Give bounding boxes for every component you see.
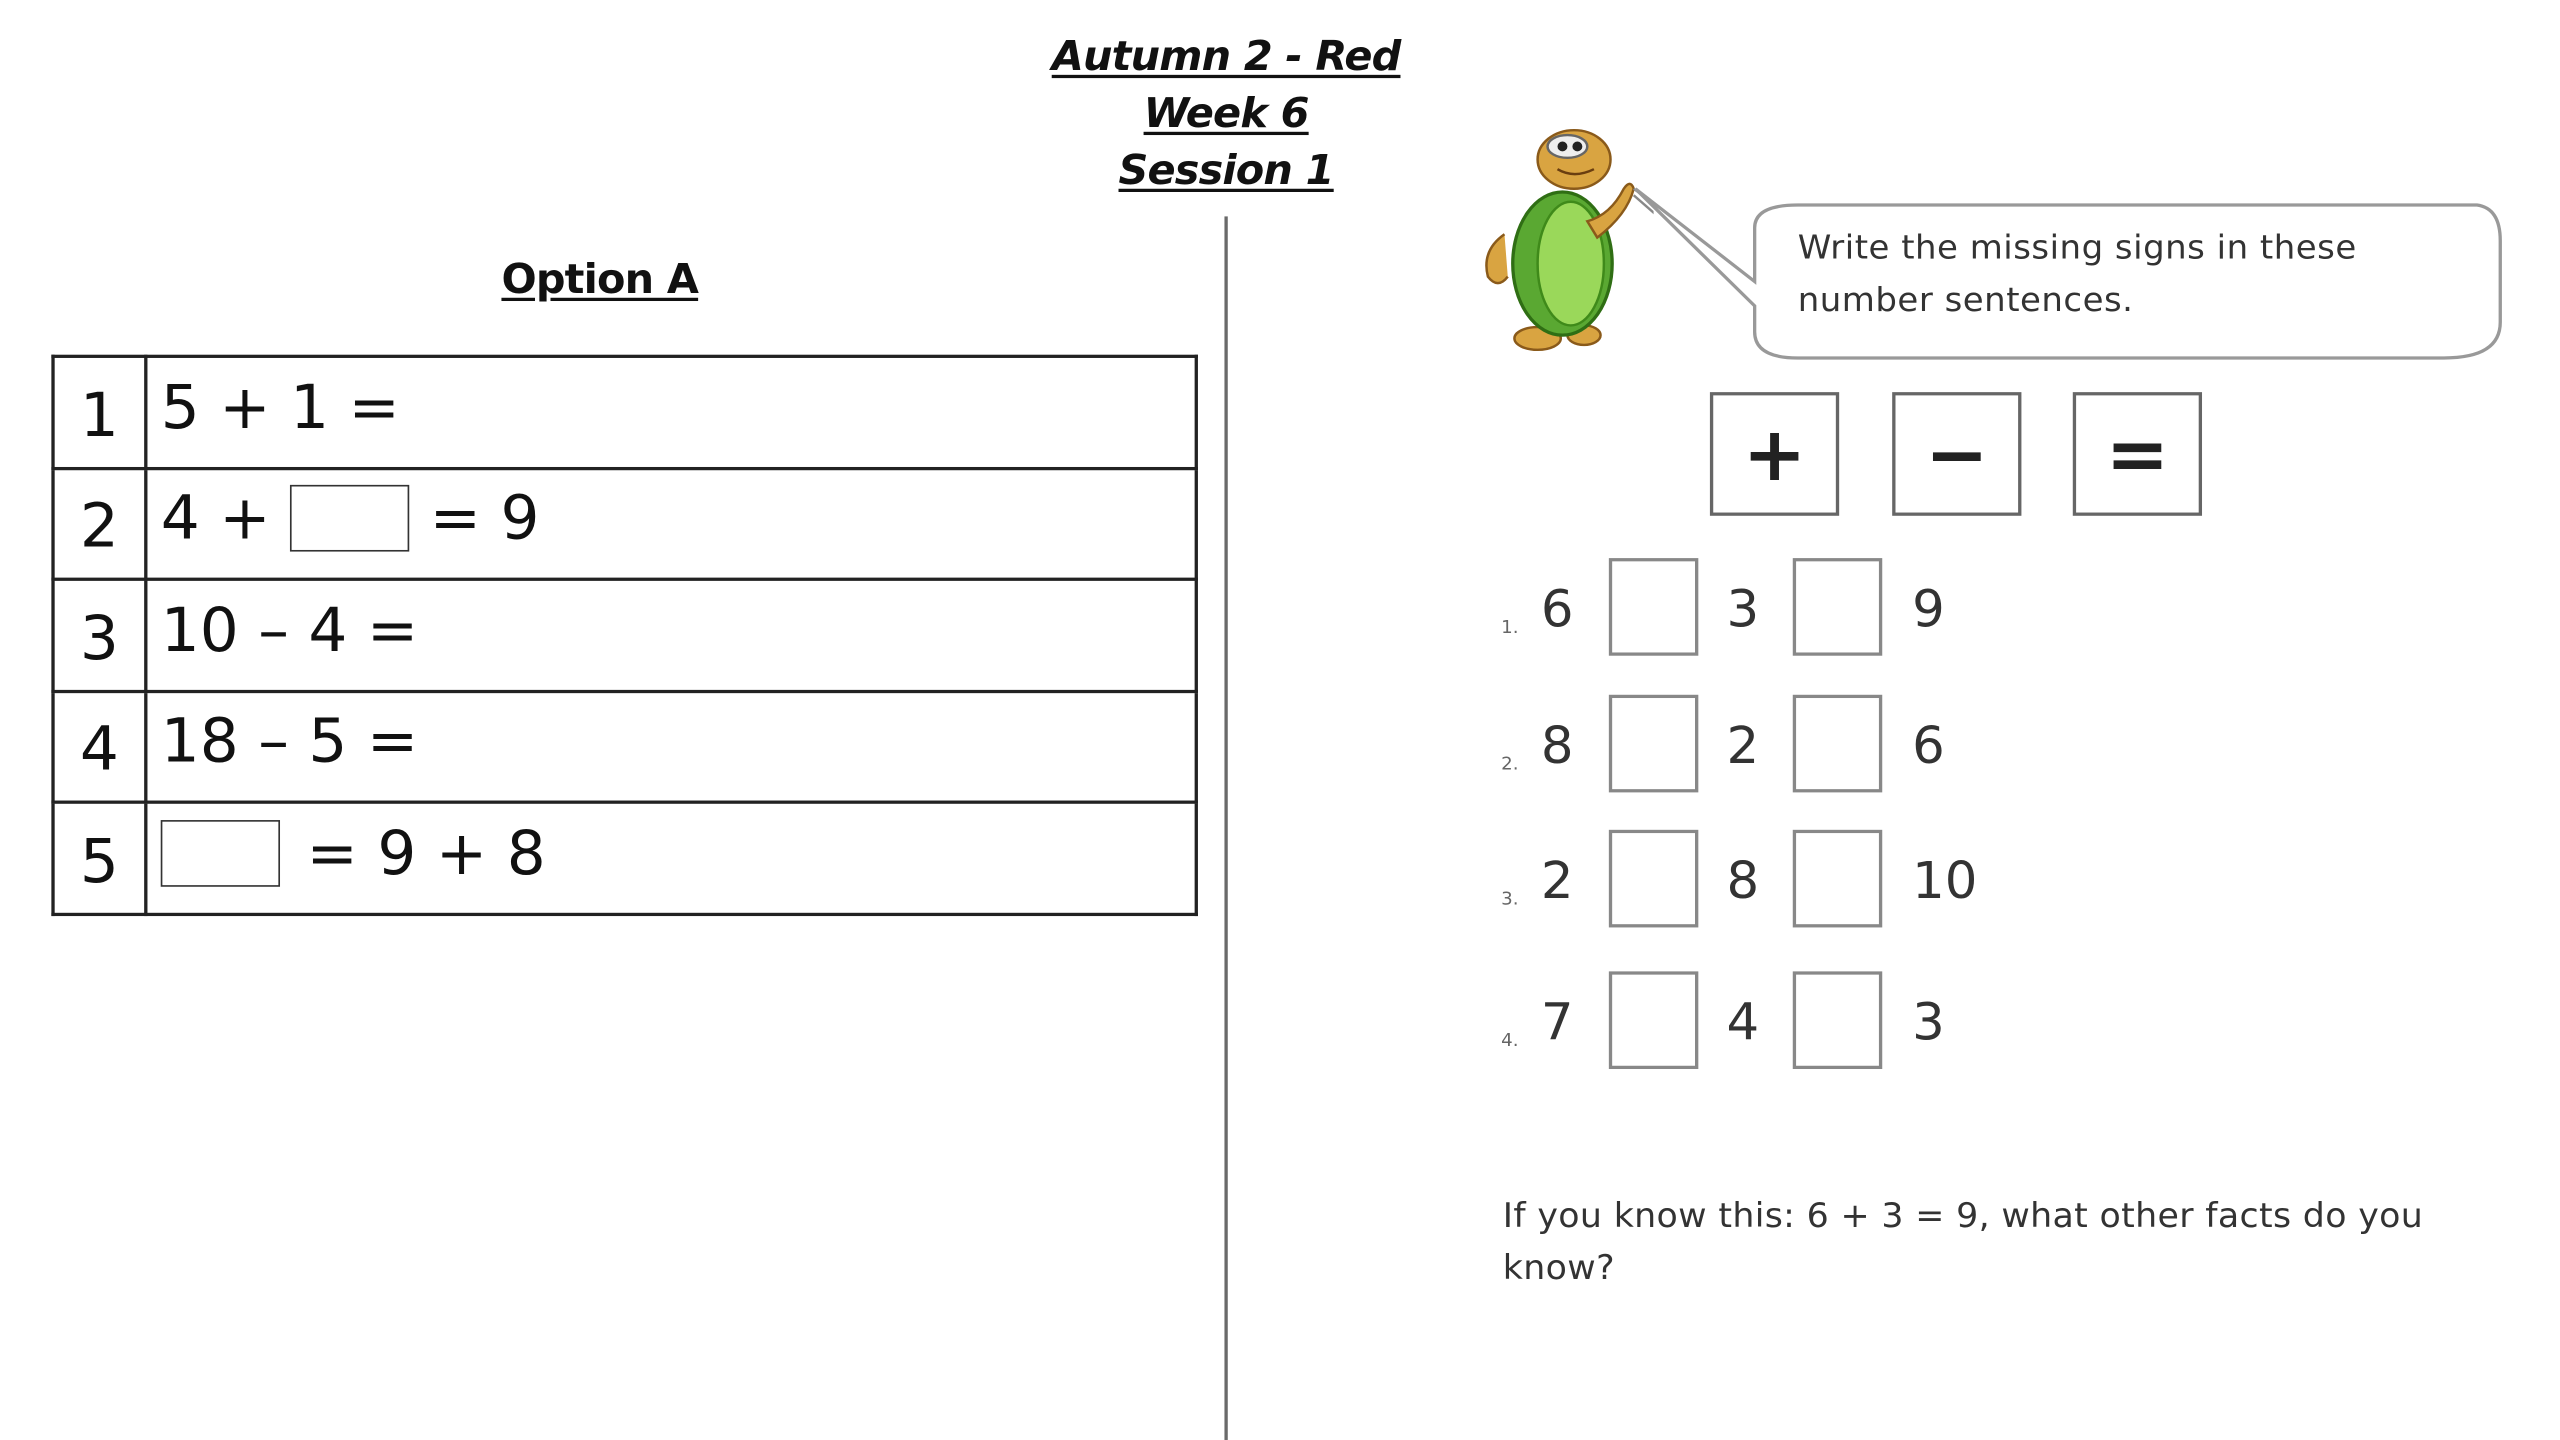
sign-answer-box[interactable] — [1609, 558, 1698, 656]
plus-sign-card: + — [1710, 392, 1839, 516]
sign-answer-box[interactable] — [1793, 830, 1882, 928]
equation-index: 2. — [1501, 753, 1519, 775]
equation-number: 6 — [1912, 717, 1945, 777]
question-text: 10 – 4 = — [160, 595, 419, 666]
question-number: 4 — [53, 691, 146, 802]
header-week: Week 6 — [1143, 89, 1309, 137]
question-number: 5 — [53, 802, 146, 913]
equation-number: 8 — [1540, 717, 1574, 777]
equation-number: 6 — [1540, 580, 1574, 640]
equation-row — [0, 695, 2560, 796]
answer-box[interactable] — [290, 485, 409, 552]
question-number: 1 — [53, 356, 146, 467]
question-text: 5 + 1 = — [160, 372, 400, 443]
sign-answer-box[interactable] — [1793, 695, 1882, 793]
equation-number: 3 — [1912, 994, 1945, 1053]
equation-number: 2 — [1726, 717, 1760, 777]
question-row — [53, 356, 1196, 467]
facts-prompt: If you know this: 6 + 3 = 9, what other facts do you know? — [1502, 1195, 2424, 1288]
question-text: = 9 — [429, 483, 540, 554]
question-number: 3 — [53, 579, 146, 690]
equation-number: 8 — [1726, 852, 1760, 912]
sign-answer-box[interactable] — [1609, 695, 1698, 793]
column-divider — [1224, 216, 1227, 1440]
equation-index: 1. — [1501, 616, 1519, 638]
option-title: Option A — [501, 255, 699, 303]
equation-number: 4 — [1726, 994, 1760, 1053]
equation-number: 3 — [1726, 580, 1760, 640]
sign-answer-box[interactable] — [1793, 971, 1882, 1069]
equation-row — [0, 971, 2560, 1072]
sign-answer-box[interactable] — [1793, 558, 1882, 656]
sign-answer-box[interactable] — [1609, 830, 1698, 928]
equation-number: 9 — [1912, 580, 1945, 640]
question-cell[interactable] — [146, 356, 1196, 467]
equation-number: 10 — [1912, 852, 1978, 912]
speech-text: Write the missing signs in these number sentences. — [1797, 227, 2357, 319]
equation-row — [0, 558, 2560, 659]
equals-sign-card: = — [2073, 392, 2202, 516]
question-text: 18 – 5 = — [160, 706, 419, 777]
question-text: = 9 + 8 — [306, 818, 546, 888]
question-number: 2 — [53, 468, 146, 579]
equation-number: 7 — [1540, 994, 1574, 1053]
header-term: Autumn 2 - Red — [1051, 32, 1401, 80]
minus-sign-card: − — [1892, 392, 2021, 516]
header-session: Session 1 — [1118, 146, 1334, 194]
sign-answer-box[interactable] — [1609, 971, 1698, 1069]
equation-row — [0, 830, 2560, 931]
equation-number: 2 — [1540, 852, 1574, 912]
question-text: 4 + — [160, 483, 271, 554]
equation-index: 3. — [1501, 888, 1519, 910]
equation-index: 4. — [1501, 1029, 1519, 1052]
